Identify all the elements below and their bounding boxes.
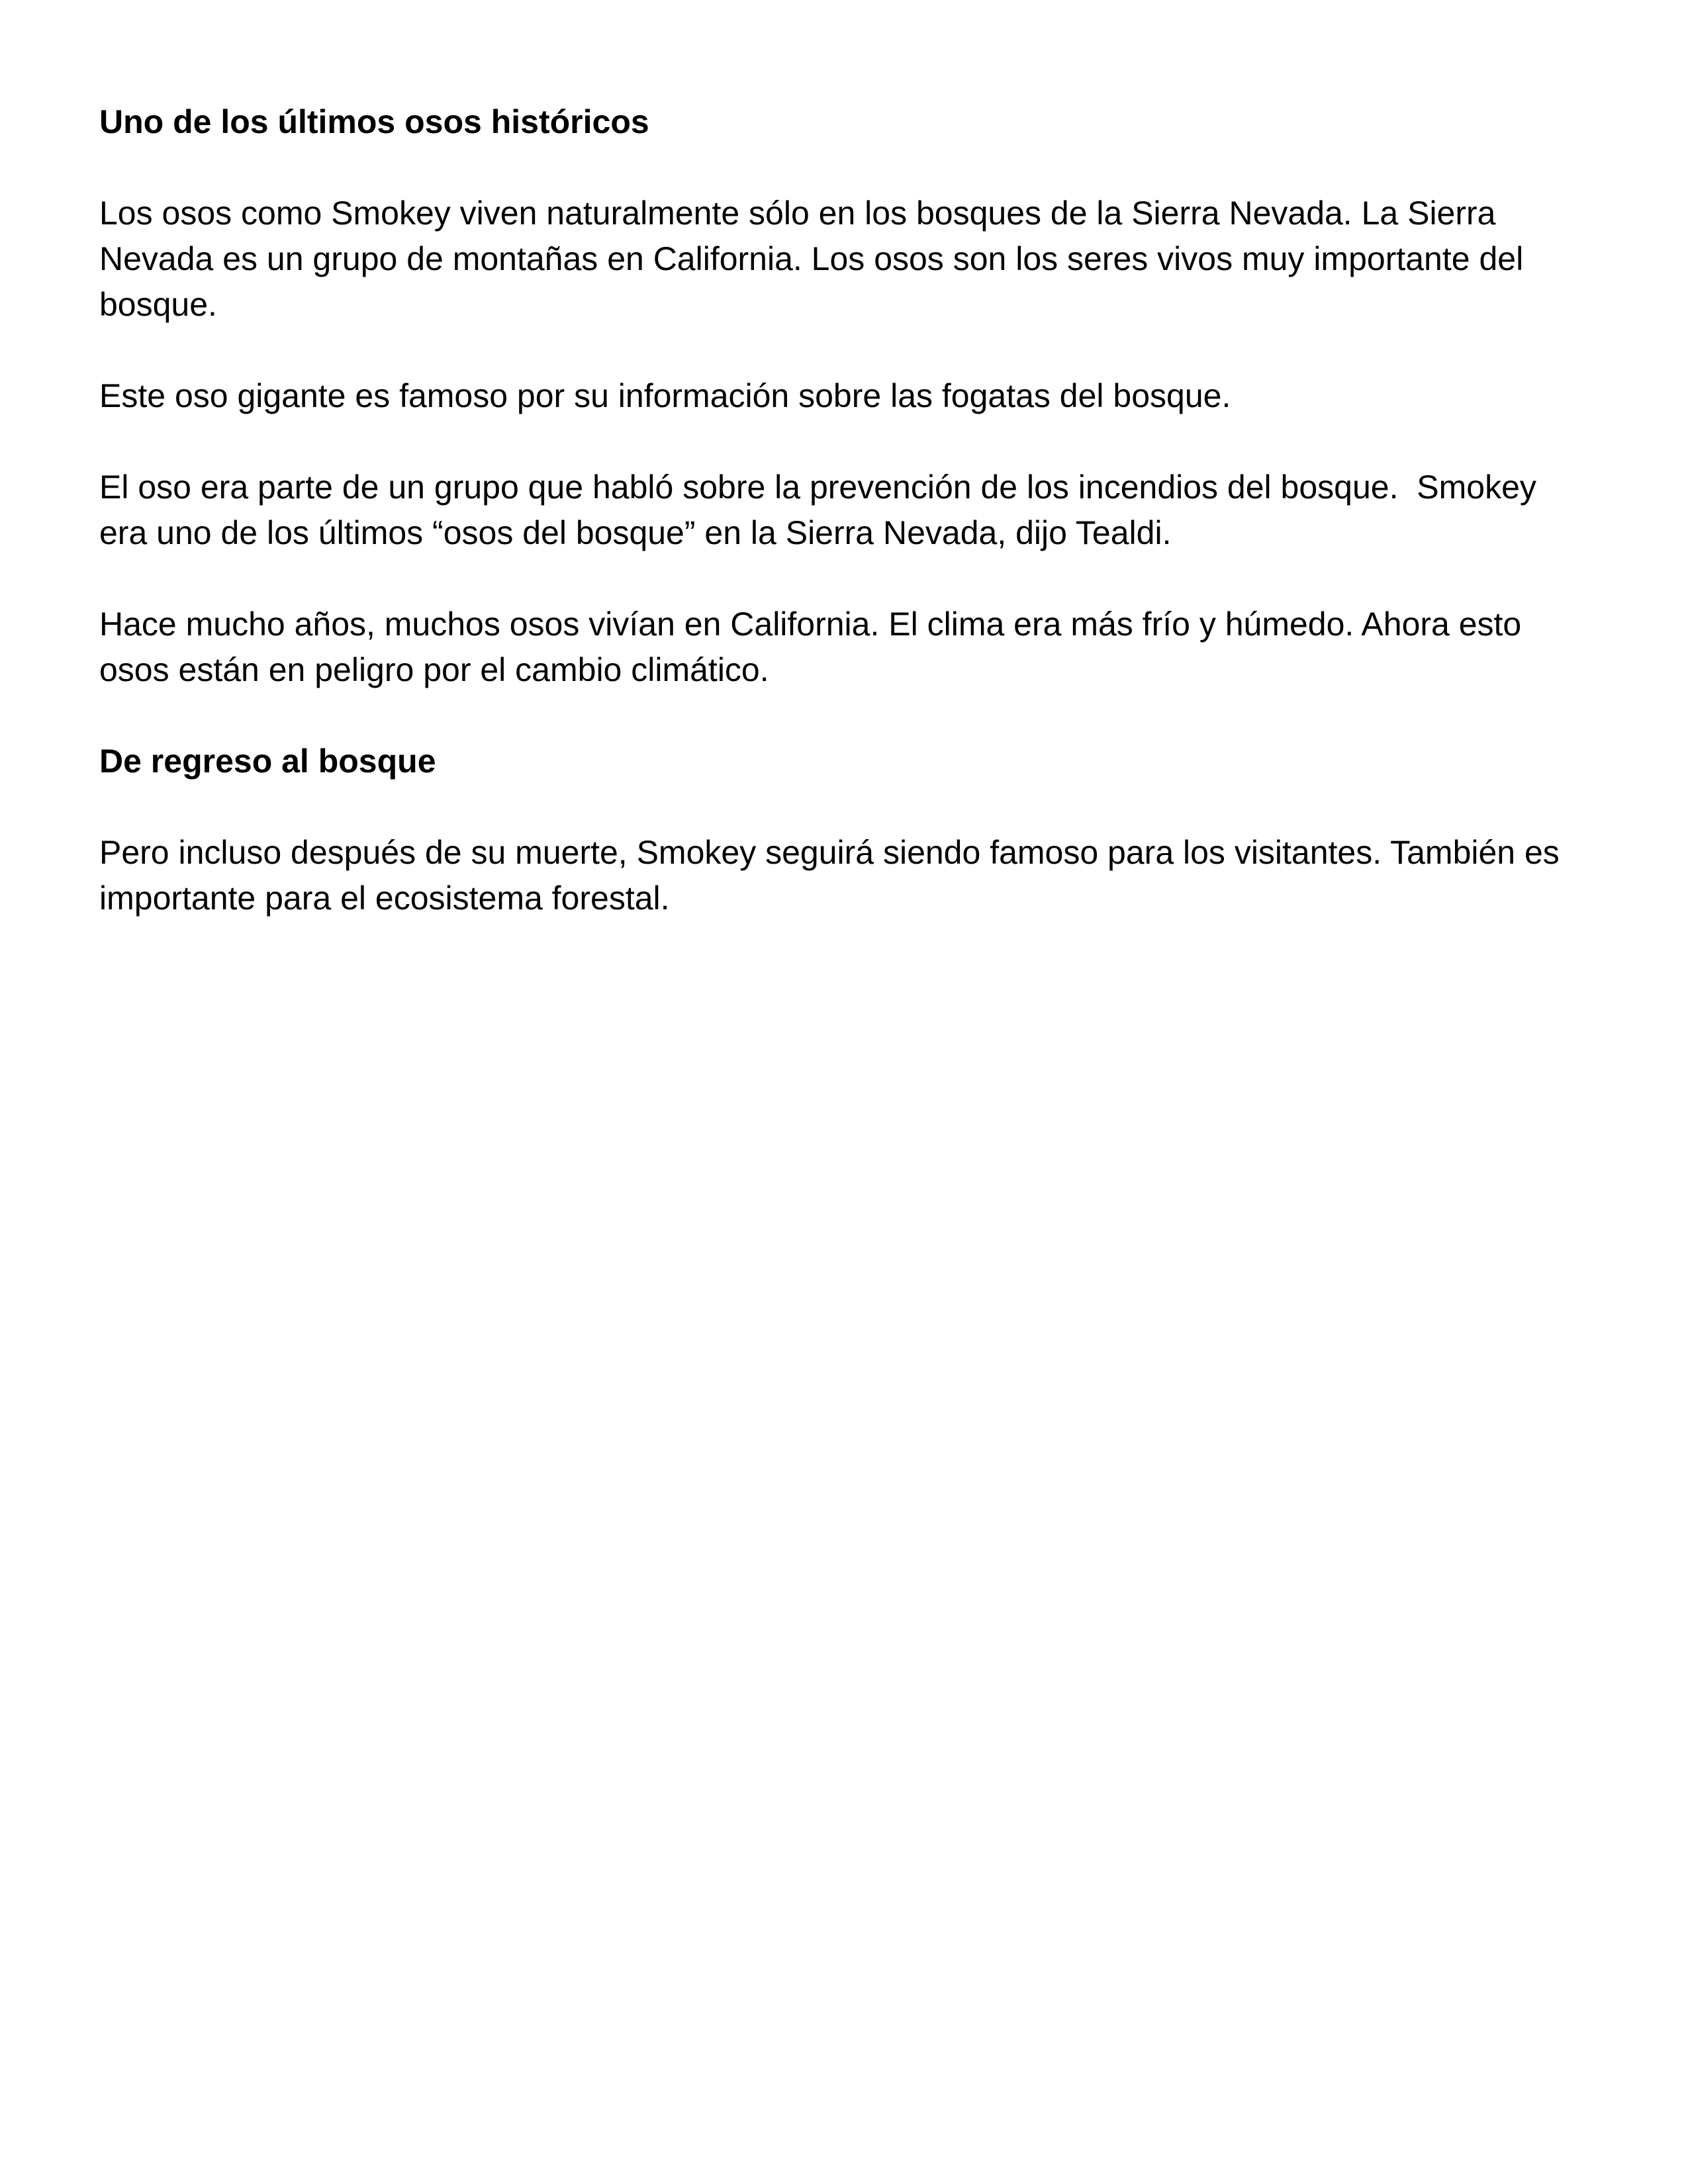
section-heading: De regreso al bosque (99, 743, 436, 780)
paragraph: Hace mucho años, muchos osos vivían en California. El clima era más frío y húmedo. Ahora esto osos están en peligro por el cambio climático. (99, 606, 1522, 688)
paragraph: El oso era parte de un grupo que habló sobre la prevención de los incendios del bosque. Smokey era uno de los últimos “osos del bosque” en la Sierra Nevada, dijo Tealdi. (99, 469, 1546, 551)
section-heading: Uno de los últimos osos históricos (99, 103, 649, 140)
paragraph: Los osos como Smokey viven naturalmente sólo en los bosques de la Sierra Nevada. La Sierra Nevada es un grupo de montañas en California. Los osos son los seres vivos muy importante del bosque. (99, 195, 1524, 323)
paragraph: Pero incluso después de su muerte, Smokey seguirá siendo famoso para los visitantes. También es importante para el ecosistema forestal. (99, 834, 1560, 917)
document-page (99, 99, 1589, 921)
paragraph: Este oso gigante es famoso por su información sobre las fogatas del bosque. (99, 377, 1231, 414)
